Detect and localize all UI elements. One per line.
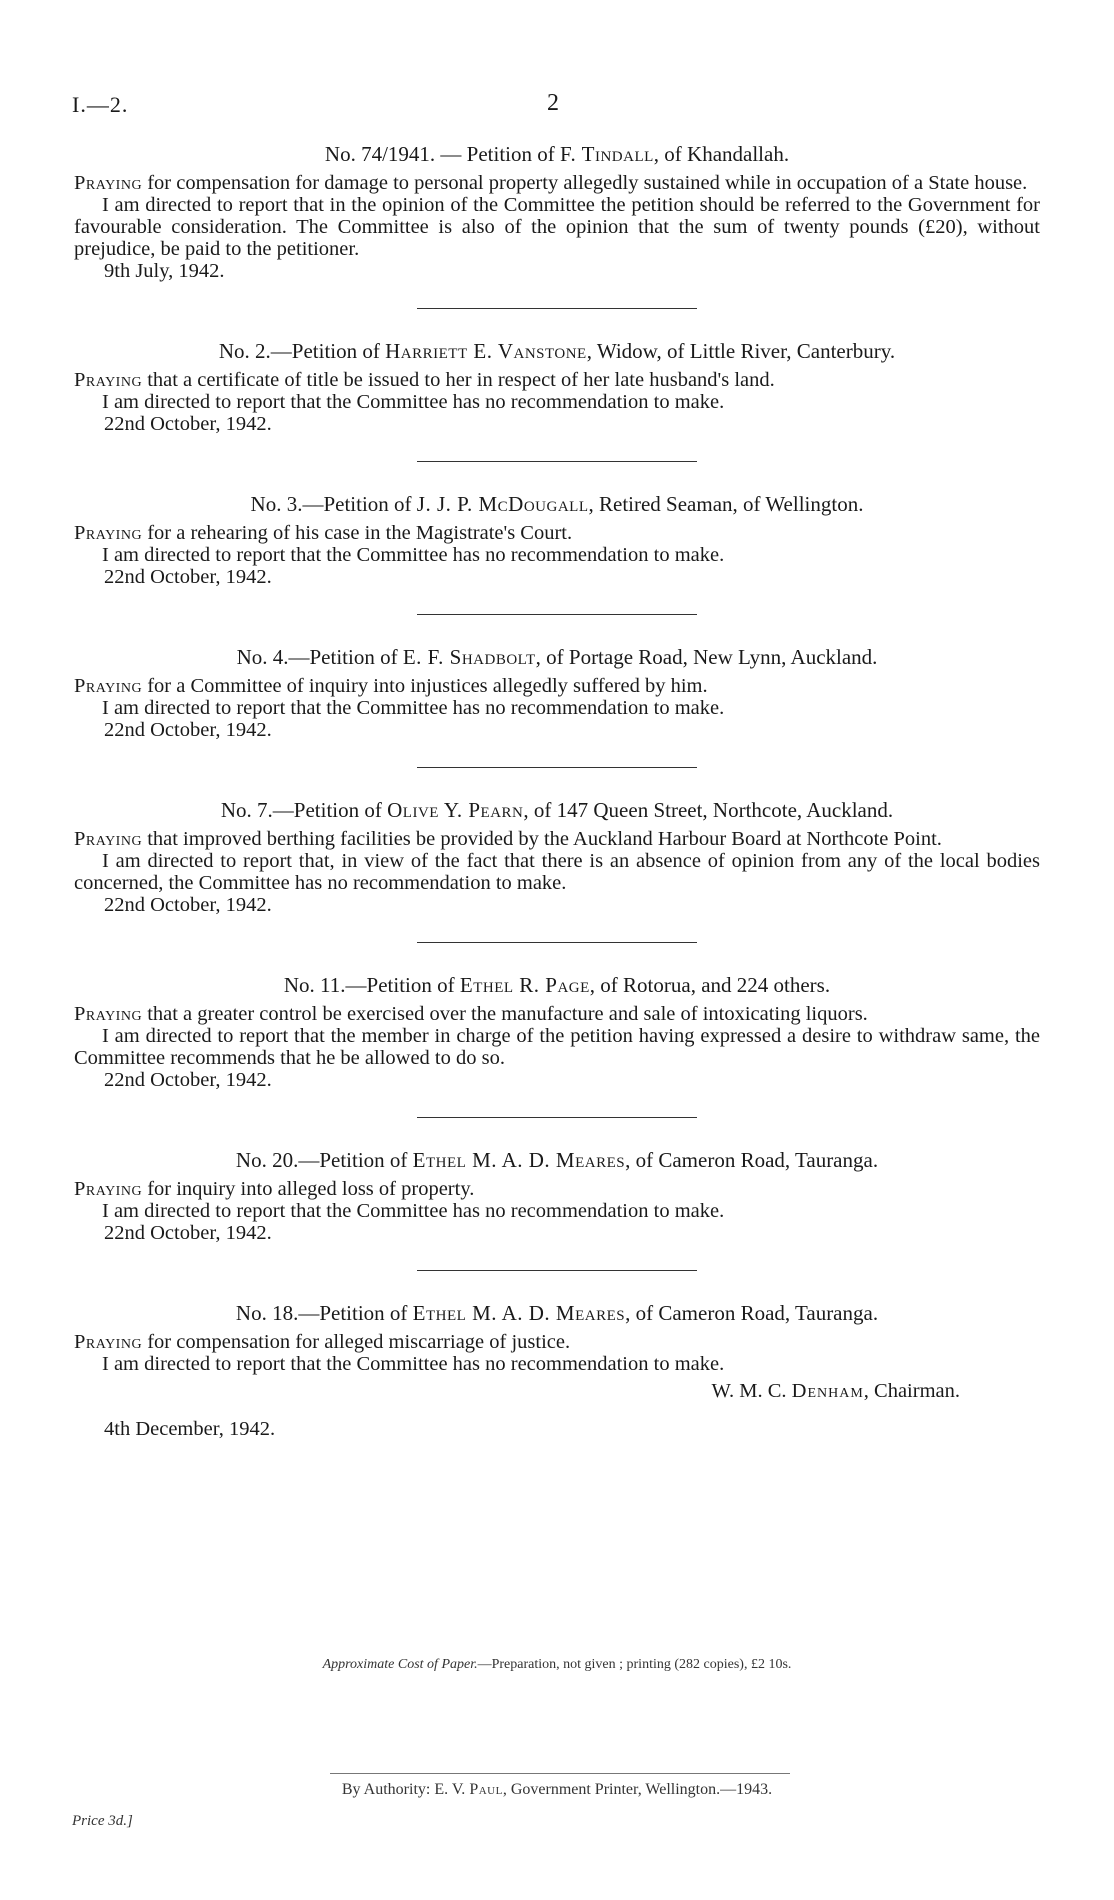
petition-heading <box>74 337 1040 365</box>
petition-heading <box>74 971 1040 999</box>
petition-heading <box>74 643 1040 671</box>
praying-text: that improved berthing facilities be provided by the Auckland Harbour Board at Northcote Point. <box>142 828 942 850</box>
price-note: Price 3d.] <box>72 1813 133 1829</box>
petitioner-details: , Retired Seaman, of Wellington. <box>588 492 864 516</box>
petition-heading <box>74 140 1040 168</box>
petition-dash: —Petition of <box>298 1301 413 1325</box>
signature-surname: Denham <box>791 1380 864 1402</box>
praying-word: Praying <box>74 1331 143 1353</box>
petition-date: 22nd October, 1942. <box>104 566 272 588</box>
petition-number: No. 74/1941. <box>324 142 436 166</box>
petition-dash: —Petition of <box>345 973 460 997</box>
report-paragraph: I am directed to report that the Committee has no recommendation to make. <box>102 391 725 413</box>
petition-number: No. 3. <box>250 492 303 516</box>
petition-dash: —Petition of <box>288 645 403 669</box>
signature-title: , Chairman. <box>863 1380 960 1402</box>
petition-number: No. 4. <box>236 645 289 669</box>
footer-divider <box>330 1773 790 1774</box>
praying-paragraph <box>74 828 1040 850</box>
praying-word: Praying <box>74 675 143 697</box>
petition-date: 22nd October, 1942. <box>104 413 272 435</box>
printer-authority <box>0 1781 1114 1799</box>
praying-paragraph <box>74 1178 1040 1200</box>
section-divider <box>417 1117 697 1118</box>
praying-paragraph <box>74 522 1040 544</box>
petitioner-name: J. J. P. McDougall <box>416 492 589 516</box>
petition-number: No. 18. <box>235 1301 299 1325</box>
section-divider <box>417 461 697 462</box>
report-paragraph: I am directed to report that the Committee has no recommendation to make. <box>102 544 725 566</box>
praying-word: Praying <box>74 1178 143 1200</box>
section-divider <box>417 942 697 943</box>
praying-paragraph <box>74 675 1040 697</box>
petition-number: No. 2. <box>218 339 271 363</box>
petitions-content <box>74 140 1040 1441</box>
petition-20 <box>74 1146 1040 1244</box>
petition-heading <box>74 1299 1040 1327</box>
report-paragraph: I am directed to report that, in view of the fact that there is an absence of opinion from any of the local bodies concerned, the Committee has no recommendation to make. <box>74 850 1040 894</box>
petition-number: No. 7. <box>220 798 273 822</box>
page-number: 2 <box>547 90 559 116</box>
report-paragraph: I am directed to report that the Committee has no recommendation to make. <box>102 1353 725 1375</box>
authority-prefix: By Authority: E. V. <box>341 1781 470 1798</box>
petition-11 <box>74 971 1040 1091</box>
praying-text: for a Committee of inquiry into injustices allegedly suffered by him. <box>142 675 708 697</box>
petition-date: 22nd October, 1942. <box>104 1222 272 1244</box>
chairman-signature <box>74 1379 960 1403</box>
report-paragraph: I am directed to report that the Committee has no recommendation to make. <box>102 1200 725 1222</box>
praying-text: for inquiry into alleged loss of property. <box>142 1178 475 1200</box>
section-divider <box>417 614 697 615</box>
praying-text: that a certificate of title be issued to her in respect of her late husband's land. <box>142 369 775 391</box>
petition-number: No. 11. <box>283 973 346 997</box>
document-reference: I.—2. <box>72 92 129 117</box>
praying-text: for compensation for damage to personal property allegedly sustained while in occupation of a State house. <box>142 172 1028 194</box>
petitioner-name: E. F. Shadbolt <box>402 645 536 669</box>
petitioner-name: F. Tindall <box>560 142 654 166</box>
petitioner-details: , of Khandallah. <box>653 142 790 166</box>
petition-dash: —Petition of <box>302 492 417 516</box>
petitioner-name: Harriett E. Vanstone <box>385 339 587 363</box>
petition-heading <box>74 1146 1040 1174</box>
petitioner-details: , of Cameron Road, Tauranga. <box>625 1301 879 1325</box>
praying-word: Praying <box>74 828 143 850</box>
petition-dash: —Petition of <box>270 339 386 363</box>
authority-suffix: , Government Printer, Wellington.—1943. <box>502 1781 773 1798</box>
praying-paragraph <box>74 369 1040 391</box>
praying-text: that a greater control be exercised over the manufacture and sale of intoxicating liquors. <box>142 1003 868 1025</box>
petition-74-1941 <box>74 140 1040 282</box>
signature-initials: W. M. C. <box>711 1380 792 1402</box>
petition-18 <box>74 1299 1040 1375</box>
report-paragraph: I am directed to report that the Committee has no recommendation to make. <box>102 697 725 719</box>
praying-word: Praying <box>74 369 143 391</box>
petition-dash: —Petition of <box>298 1148 413 1172</box>
petitioner-details: , of Portage Road, New Lynn, Auckland. <box>535 645 878 669</box>
petitioner-name: Olive Y. Pearn <box>387 798 524 822</box>
petition-date: 22nd October, 1942. <box>104 894 272 916</box>
petition-7 <box>74 796 1040 916</box>
petition-heading <box>74 490 1040 518</box>
petition-dash: —Petition of <box>272 798 388 822</box>
petition-dash: — Petition of <box>435 142 561 166</box>
cost-label: Approximate Cost of Paper. <box>322 1657 478 1672</box>
praying-text: for compensation for alleged miscarriage of justice. <box>142 1331 571 1353</box>
petition-heading <box>74 796 1040 824</box>
praying-text: for a rehearing of his case in the Magistrate's Court. <box>142 522 573 544</box>
petition-date: 22nd October, 1942. <box>104 1069 272 1091</box>
petition-date: 22nd October, 1942. <box>104 719 272 741</box>
report-final-date: 4th December, 1942. <box>104 1418 276 1440</box>
cost-text: —Preparation, not given ; printing (282 copies), £2 10s. <box>477 1657 792 1672</box>
praying-word: Praying <box>74 522 143 544</box>
section-divider <box>417 308 697 309</box>
praying-paragraph <box>74 172 1040 194</box>
petition-date: 9th July, 1942. <box>104 260 225 282</box>
report-paragraph: I am directed to report that in the opinion of the Committee the petition should be referred to the Government for favourable consideration. The Committee is also of the opinion that the sum of twenty pounds (£20), without prejudice, be paid to the petitioner. <box>74 194 1040 260</box>
praying-word: Praying <box>74 172 143 194</box>
petitioner-details: , of Rotorua, and 224 others. <box>589 973 831 997</box>
petition-2 <box>74 337 1040 435</box>
petitioner-name: Ethel M. A. D. Meares <box>412 1148 626 1172</box>
petition-number: No. 20. <box>235 1148 299 1172</box>
petitioner-details: , of Cameron Road, Tauranga. <box>625 1148 879 1172</box>
praying-word: Praying <box>74 1003 143 1025</box>
report-paragraph: I am directed to report that the member in charge of the petition having expressed a desire to withdraw same, the Committee recommends that he be allowed to do so. <box>74 1025 1040 1069</box>
cost-of-paper-note <box>0 1657 1114 1673</box>
petition-3 <box>74 490 1040 588</box>
praying-paragraph <box>74 1331 1040 1353</box>
petitioner-details: , of 147 Queen Street, Northcote, Auckland. <box>523 798 894 822</box>
petition-4 <box>74 643 1040 741</box>
section-divider <box>417 1270 697 1271</box>
petitioner-name: Ethel R. Page <box>459 973 590 997</box>
printer-name: Paul <box>469 1781 503 1798</box>
praying-paragraph <box>74 1003 1040 1025</box>
petitioner-details: , Widow, of Little River, Canterbury. <box>586 339 896 363</box>
petitioner-name: Ethel M. A. D. Meares <box>412 1301 626 1325</box>
section-divider <box>417 767 697 768</box>
